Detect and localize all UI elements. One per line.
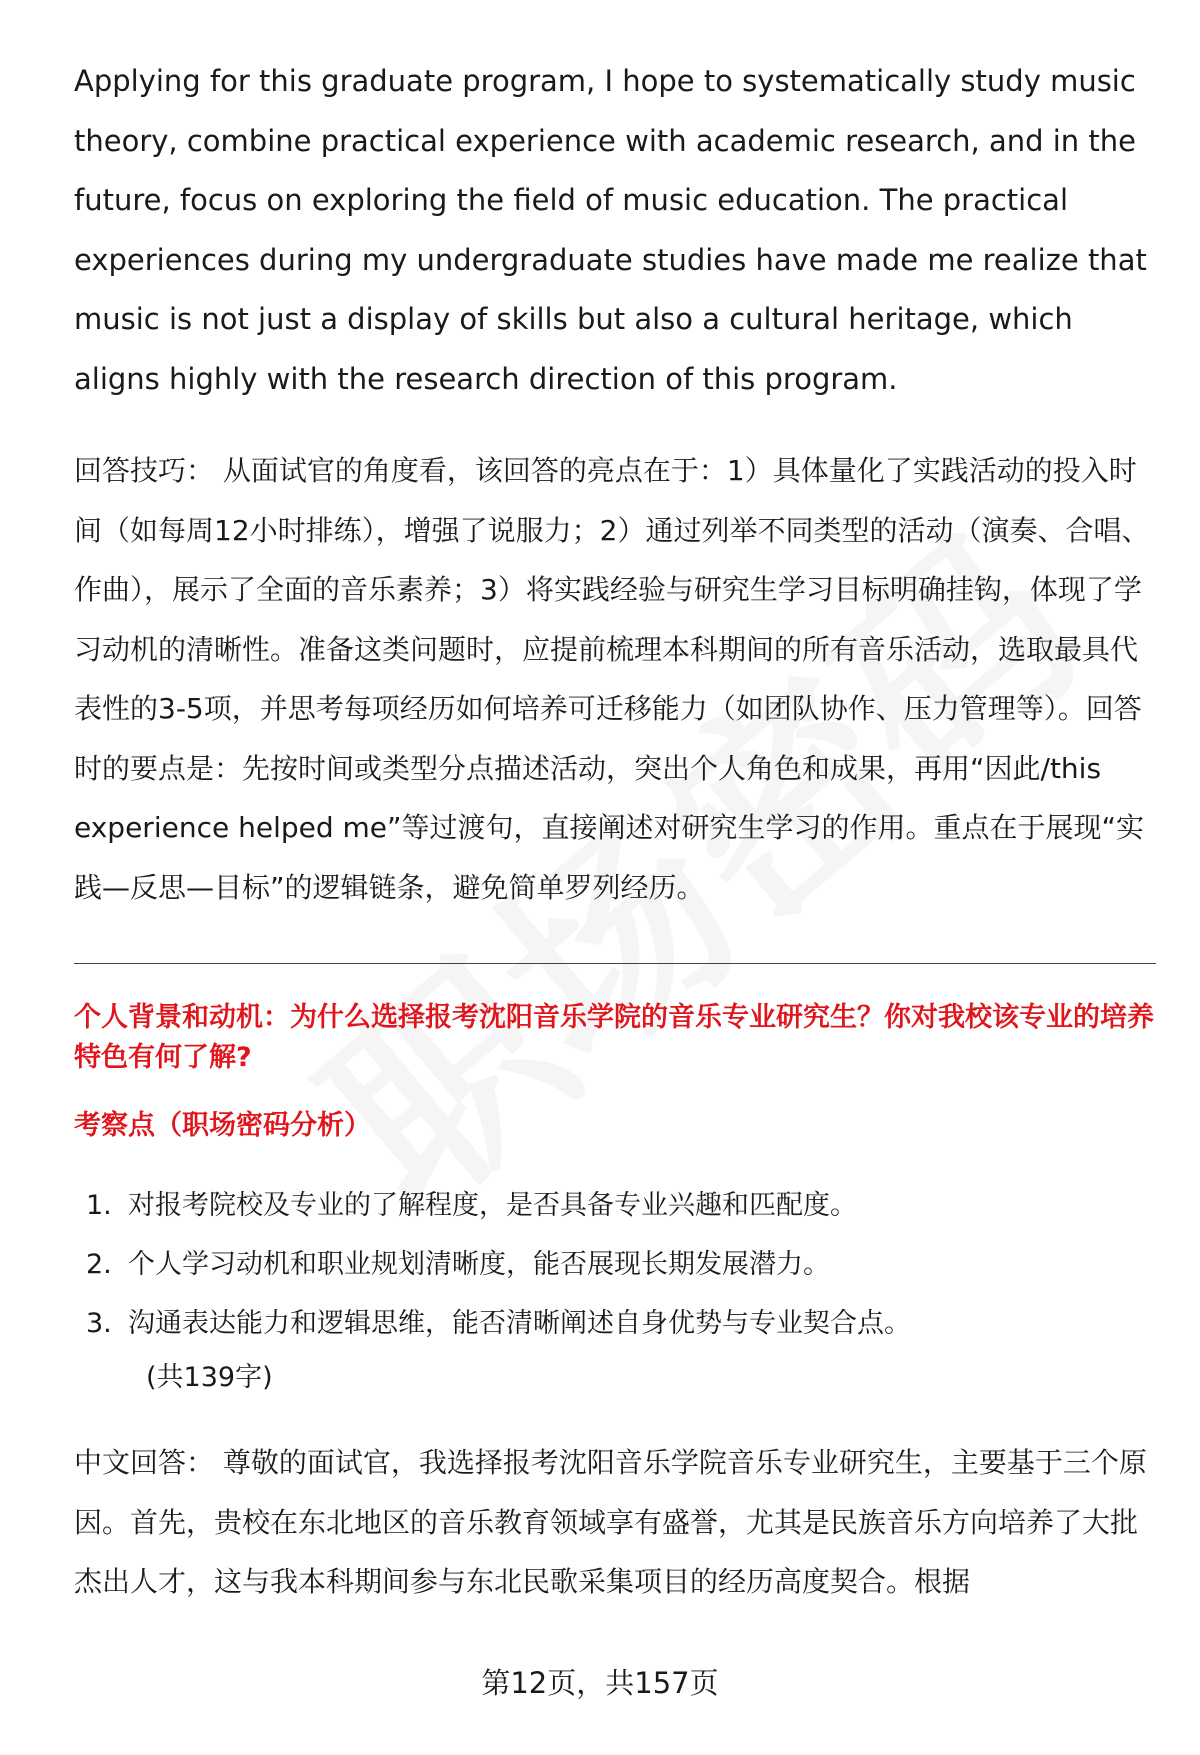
list-item xyxy=(74,1294,1154,1353)
list-item xyxy=(74,1176,1154,1235)
list-item xyxy=(74,1235,1154,1294)
word-count: (共139字) xyxy=(146,1362,273,1393)
list-item-text: 对报考院校及专业的了解程度，是否具备专业兴趣和匹配度。 xyxy=(128,1190,857,1221)
assessment-points-heading: 考察点（职场密码分析） xyxy=(74,1110,371,1141)
list-item-text: 个人学习动机和职业规划清晰度，能否展现长期发展潜力。 xyxy=(128,1249,830,1280)
list-item-text: 沟通表达能力和逻辑思维，能否清晰阐述自身优势与专业契合点。 xyxy=(128,1308,911,1339)
list-item-number: 2. xyxy=(86,1249,112,1280)
list-item-number: 1. xyxy=(86,1190,112,1221)
answer-tips-paragraph: 回答技巧： 从面试官的角度看，该回答的亮点在于：1）具体量化了实践活动的投入时间（如每周12小时排练），增强了说服力；2）通过列举不同类型的活动（演奏、合唱、作曲），展示了全面的音乐素养；3）将实践经验与研究生学习目标明确挂钩，体现了学习动机的清晰性。准备这类问题时，应提前梳理本科期间的所有音乐活动，选取最具代表性的3-5项，并思考每项经历如何培养可迁移能力（如团队协作、压力管理等）。回答时的要点是：先按时间或类型分点描述活动，突出个人角色和成果，再用“因此/this experience helped me”等过渡句，直接阐述对研究生学习的作用。重点在于展现“实践—反思—目标”的逻辑链条，避免简单罗列经历。 xyxy=(74,454,1150,904)
section-divider xyxy=(74,963,1156,964)
list-item-number: 3. xyxy=(86,1308,112,1339)
page-footer: 第12页，共157页 xyxy=(481,1666,719,1700)
chinese-answer-paragraph: 中文回答： 尊敬的面试官，我选择报考沈阳音乐学院音乐专业研究生，主要基于三个原因。首先，贵校在东北地区的音乐教育领域享有盛誉，尤其是民族音乐方向培养了大批杰出人才，这与我本科期间参与东北民歌采集项目的经历高度契合。根据 xyxy=(74,1446,1147,1598)
document-page xyxy=(74,52,1154,1612)
assessment-points-list xyxy=(74,1176,1154,1353)
question-heading: 个人背景和动机：为什么选择报考沈阳音乐学院的音乐专业研究生？你对我校该专业的培养特色有何了解? xyxy=(74,1002,1154,1073)
english-answer-paragraph: Applying for this graduate program, I hope to systematically study music theory, combine practical experience with academic research, and in the future, focus on exploring the field of music education. The practical experiences during my undergraduate studies have made me realize that music is not just a display of skills but also a cultural heritage, which aligns highly with the research direction of this program. xyxy=(74,64,1147,396)
